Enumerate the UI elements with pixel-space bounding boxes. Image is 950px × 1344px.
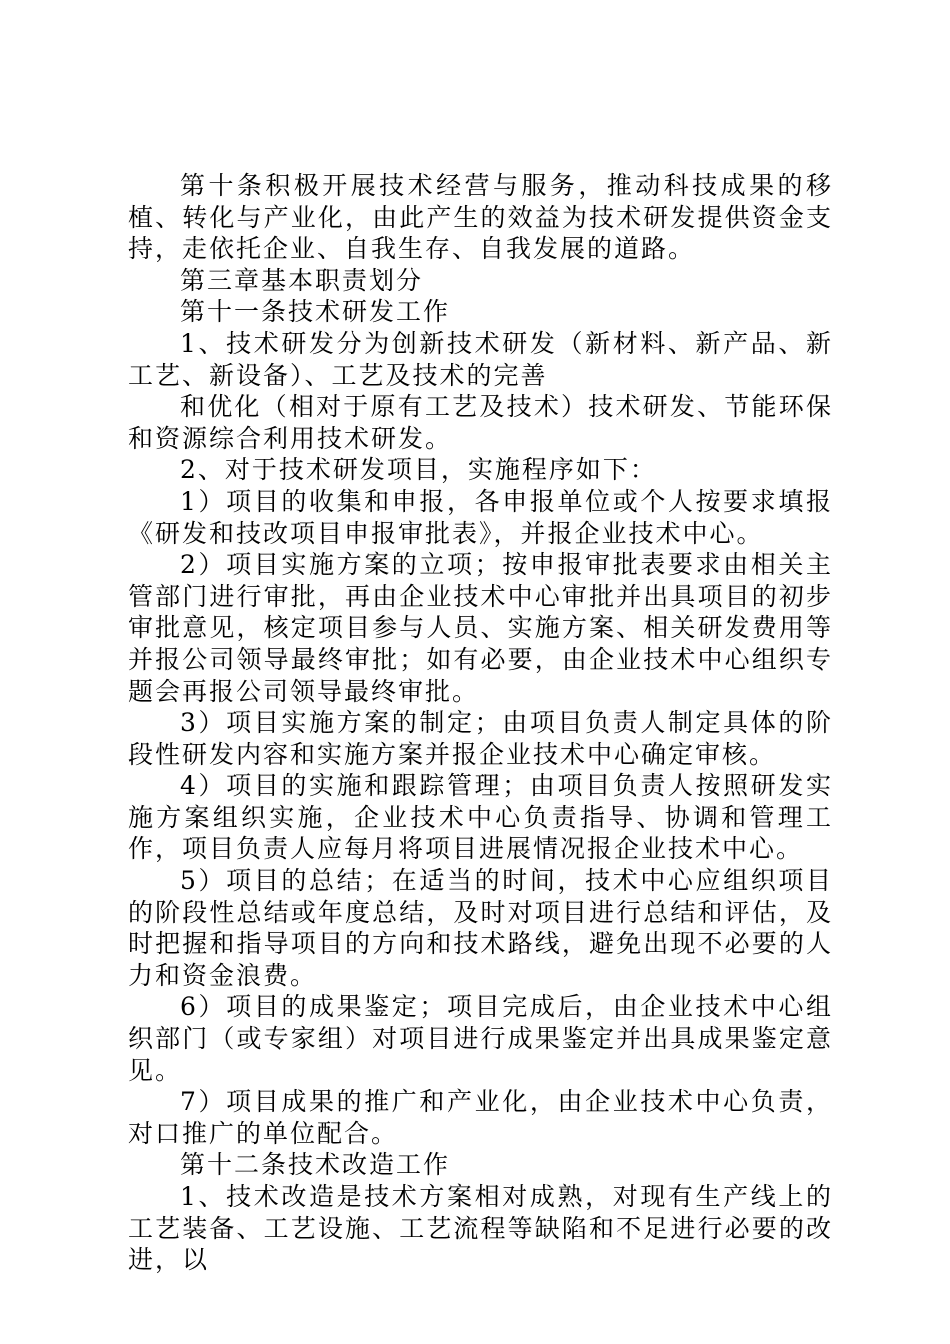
article-heading: 第十二条技术改造工作 [180, 1150, 451, 1180]
article-heading: 第十一条技术研发工作 [180, 297, 451, 327]
list-item: 6）项目的成果鉴定；项目完成后，由企业技术中心组织部门（或专家组）对项目进行成果鉴定并出具成果鉴定意见。 [128, 992, 833, 1085]
list-item: 4）项目的实施和跟踪管理；由项目负责人按照研发实施方案组织实施，企业技术中心负责指导、协调和管理工作，项目负责人应每月将项目进展情况报企业技术中心。 [128, 771, 833, 864]
paragraph: 1、技术改造是技术方案相对成熟，对现有生产线上的工艺装备、工艺设施、工艺流程等缺陷和不足进行必要的改进，以 [128, 1182, 833, 1275]
paragraph: 1、技术研发分为创新技术研发（新材料、新产品、新工艺、新设备）、工艺及技术的完善 [128, 328, 833, 390]
list-item: 2）项目实施方案的立项；按申报审批表要求由相关主管部门进行审批，再由企业技术中心审批并出具项目的初步审批意见，核定项目参与人员、实施方案、相关研发费用等并报公司领导最终审批；如有必要，由企业技术中心组织专题会再报公司领导最终审批。 [128, 550, 833, 706]
document-body [128, 170, 833, 1276]
paragraph: 2、对于技术研发项目，实施程序如下： [180, 455, 657, 485]
paragraph: 第十条积极开展技术经营与服务，推动科技成果的移植、转化与产业化，由此产生的效益为技术研发提供资金支持，走依托企业、自我生存、自我发展的道路。 [128, 171, 833, 264]
paragraph: 和优化（相对于原有工艺及技术）技术研发、节能环保和资源综合利用技术研发。 [128, 392, 833, 453]
list-item: 1）项目的收集和申报，各申报单位或个人按要求填报《研发和技改项目申报审批表》，并报企业技术中心。 [128, 486, 833, 548]
list-item: 3）项目实施方案的制定；由项目负责人制定具体的阶段性研发内容和实施方案并报企业技术中心确定审核。 [128, 708, 833, 769]
list-item: 5）项目的总结；在适当的时间，技术中心应组织项目的阶段性总结或年度总结，及时对项目进行总结和评估，及时把握和指导项目的方向和技术路线，避免出现不必要的人力和资金浪费。 [128, 866, 833, 990]
list-item: 7）项目成果的推广和产业化，由企业技术中心负责，对口推广的单位配合。 [128, 1087, 833, 1148]
chapter-heading: 第三章基本职责划分 [180, 265, 424, 295]
